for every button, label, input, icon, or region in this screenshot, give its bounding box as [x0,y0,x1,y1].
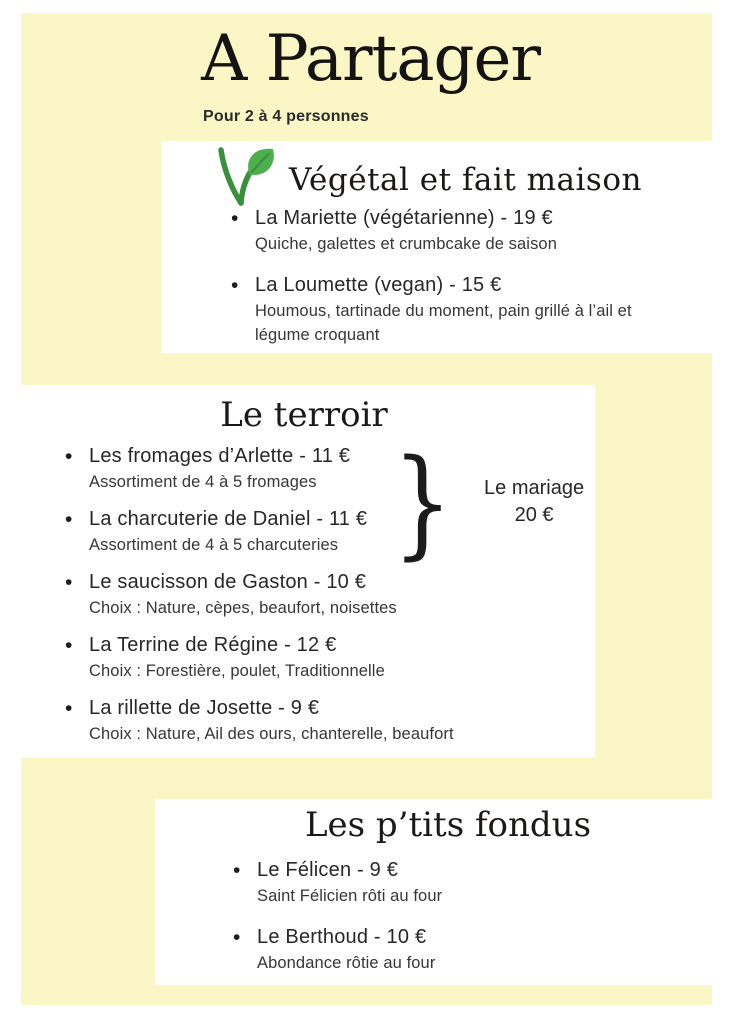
menu-item-description: Choix : Nature, Ail des ours, chanterelle, beaufort [89,725,454,743]
bullet-icon [65,632,89,659]
menu-item-name: La charcuterie de Daniel - 11 € [89,508,368,530]
menu-item-name: La Terrine de Régine - 12 € [89,634,337,656]
section-vegetal-items [231,205,711,347]
menu-item-name: La Loumette (vegan) - 15 € [255,274,502,296]
page-title: A Partager [201,22,540,96]
menu-item-description: Choix : Forestière, poulet, Traditionnelle [89,662,385,680]
menu-item-description: Saint Félicien rôti au four [257,887,443,905]
section-fondus [155,799,741,985]
menu-item-name: La Mariette (végétarienne) - 19 € [255,207,553,229]
combo-price: 20 € [514,504,554,526]
menu-item-description: Abondance rôtie au four [257,954,436,972]
bullet-icon [65,695,89,722]
menu-item-description: Houmous, tartinade du moment, pain grillé à l’ail et légume croquant [255,302,632,344]
menu-item-name: Le saucisson de Gaston - 10 € [89,571,367,593]
section-fondus-items [233,857,713,975]
menu-item-name: Le Berthoud - 10 € [257,926,427,948]
bullet-icon [231,272,255,299]
bullet-icon [231,205,255,232]
menu-item-mariette [231,205,711,256]
menu-item-name: Les fromages d’Arlette - 11 € [89,445,351,467]
menu-item-loumette [231,272,711,347]
section-terroir-title: Le terroir [220,395,388,435]
menu-item-description: Quiche, galettes et crumbcake de saison [255,235,557,253]
combo-label: Le mariage [484,477,585,499]
menu-item-saucisson [65,569,485,620]
menu-item-name: Le Félicen - 9 € [257,859,399,881]
mariage-combo [385,433,600,571]
bullet-icon [65,506,89,533]
sprout-leaf-icon [211,145,281,211]
section-vegetal-title: Végétal et fait maison [289,162,642,198]
menu-item-berthoud [233,924,713,975]
bullet-icon [233,857,257,884]
section-terroir [13,385,595,758]
menu-item-description: Assortiment de 4 à 5 charcuteries [89,536,339,554]
menu-item-felicen [233,857,713,908]
section-vegetal-header [211,141,642,211]
bullet-icon [233,924,257,951]
section-vegetal [161,141,741,353]
page-subtitle: Pour 2 à 4 personnes [203,108,369,125]
menu-item-name: La rillette de Josette - 9 € [89,697,320,719]
menu-item-description: Choix : Nature, cèpes, beaufort, noisettes [89,599,397,617]
brace-icon: } [392,433,453,571]
menu-item-rillette [65,695,485,746]
menu-item-terrine [65,632,485,683]
section-fondus-title: Les p’tits fondus [304,805,592,845]
menu-item-description: Assortiment de 4 à 5 fromages [89,473,317,491]
bullet-icon [65,569,89,596]
bullet-icon [65,443,89,470]
